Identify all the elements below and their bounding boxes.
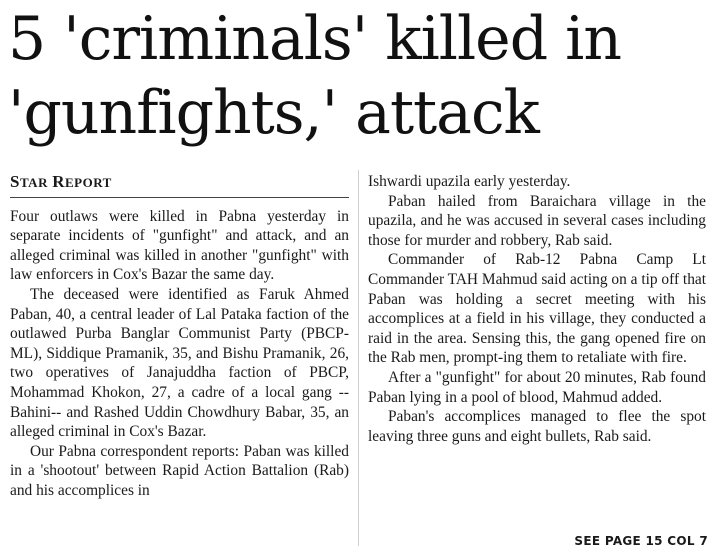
byline — [10, 172, 349, 198]
right-column — [368, 172, 706, 446]
headline — [8, 2, 708, 150]
paragraph: The deceased were identified as Faruk Ahmed Paban, 40, a central leader of Lal Pataka faction of the outlawed Purba Banglar Communist Party (PBCP-ML), Siddique Pramanik, 35, and Bishu Pramanik, 26, two operatives of Janajuddha faction of PBCP, Mohammad Khokon, 27, a cadre of a local gang --Bahini-- and Rashed Uddin Chowdhury Babar, 35, an alleged criminal in Cox's Bazar. — [10, 285, 349, 441]
paragraph: Our Pabna correspondent reports: Paban was killed in a 'shootout' between Rapid Action Battalion (Rab) and his accomplices in — [10, 442, 349, 499]
byline-s-rest: TAR — [19, 175, 48, 190]
continuation-jump-line: SEE PAGE 15 COL 7 — [574, 534, 708, 548]
paragraph-continued: Ishwardi upazila early yesterday. — [368, 173, 571, 190]
byline-r-initial: R — [52, 172, 65, 191]
byline-s-initial: S — [10, 172, 20, 191]
column-divider — [358, 170, 359, 546]
headline-line-1: 5 'criminals' killed in — [8, 4, 622, 74]
paragraph: Four outlaws were killed in Pabna yesterday in separate incidents of "gunfight" and attack, and an alleged criminal was killed in another "gunfight" with law enforcers in Cox's Bazar the same day. — [10, 207, 349, 284]
paragraph: After a "gunfight" for about 20 minutes, Rab found Paban lying in a pool of blood, Mahmud added. — [368, 368, 706, 406]
paragraph: Paban hailed from Baraichara village in the upazila, and he was accused in several cases including those for murder and robbery, Rab said. — [368, 192, 706, 249]
left-column — [10, 172, 349, 501]
headline-line-2: 'gunfights,' attack — [8, 78, 539, 148]
byline-r-rest: EPORT — [64, 175, 112, 190]
paragraph: Paban's accomplices managed to flee the spot leaving three guns and eight bullets, Rab said. — [368, 408, 706, 445]
paragraph: Commander of Rab-12 Pabna Camp Lt Commander TAH Mahmud said acting on a tip off that Paban was holding a secret meeting with his accomplices at a field in his village, they conducted a raid in the area. Sensing this, the gang opened fire on the Rab men, prompt-ing them to retaliate with fire. — [368, 251, 707, 367]
